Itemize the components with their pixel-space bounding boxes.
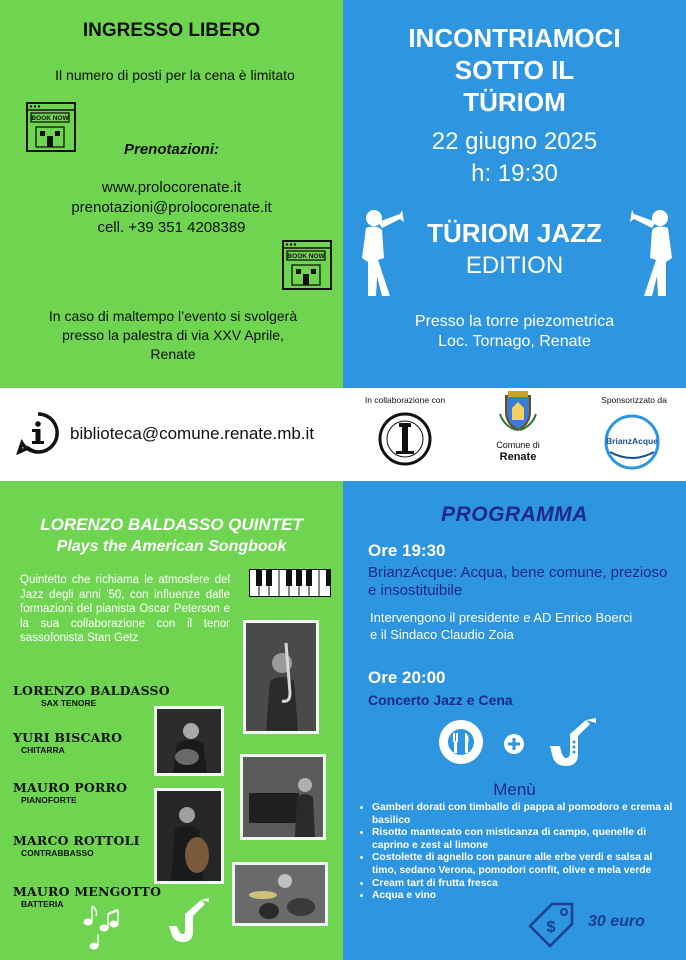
musician-role: SAX TENORE — [41, 698, 97, 708]
venue-line1: Presso la torre piezometrica — [414, 313, 615, 330]
photo-drummer — [232, 862, 328, 926]
info-email[interactable]: biblioteca@comune.renate.mb.it — [70, 424, 315, 443]
slot1-description: Intervengono il presidente e AD Enrico Boerci e il Sindaco Claudio Zoia — [370, 610, 633, 642]
website-link[interactable]: www.prolocorenate.it — [101, 179, 242, 196]
slot1-time: Ore 19:30 — [368, 541, 446, 560]
musician-role: PIANOFORTE — [21, 795, 77, 805]
bad-weather-note: In caso di maltempo l’evento si svolgerà presso la palestra di via XXV Aprile, Renate — [48, 308, 298, 362]
musician-role: BATTERIA — [21, 899, 64, 909]
musician-name: MARCO ROTTOLI — [13, 833, 140, 848]
piano-keys-icon — [249, 569, 331, 597]
musician-1 — [13, 683, 170, 708]
musician-name: LORENZO BALDASSO — [13, 683, 170, 698]
musician-name: MAURO MENGOTTO — [13, 884, 162, 899]
price: 30 euro — [588, 913, 645, 930]
music-notes-icon — [82, 902, 122, 952]
photo-bassist — [154, 788, 224, 884]
free-entry-heading: INGRESSO LIBERO — [82, 20, 261, 41]
menu-list — [360, 802, 677, 903]
svg-text:BOOK NOW: BOOK NOW — [287, 253, 325, 260]
slot2-title: Concerto Jazz e Cena — [368, 692, 513, 708]
edition-subtitle: EDITION — [465, 252, 564, 279]
programme-heading: PROGRAMMA — [441, 503, 588, 526]
info-icon — [16, 411, 60, 455]
collab-label: In collaborazione con — [364, 395, 446, 405]
musician-4 — [13, 833, 140, 858]
trumpet-player-icon — [628, 200, 678, 300]
musician-name: YURI BISCARO — [13, 730, 123, 745]
dinner-plate-icon — [438, 719, 484, 765]
venue-line2: Loc. Tornago, Renate — [438, 333, 591, 350]
saxophone-icon — [546, 716, 600, 770]
reservations-label: Prenotazioni: — [123, 141, 219, 158]
page-separator — [0, 474, 686, 481]
menu-item: • Risotto mantecato con misticanza di campo, quenelle di caprino e zest al limone — [372, 827, 677, 852]
band-name: LORENZO BALDASSO QUINTET — [40, 515, 303, 534]
event-time: h: 19:30 — [471, 160, 558, 187]
menu-heading: Menù — [493, 780, 536, 799]
svg-text:$: $ — [546, 919, 556, 936]
photo-guitarist — [154, 706, 224, 776]
musician-role: CONTRABBASSO — [21, 848, 94, 858]
event-title — [343, 22, 686, 118]
musician-name: MAURO PORRO — [13, 780, 128, 795]
event-title-line2: SOTTO IL — [454, 55, 575, 85]
reservations-email[interactable]: prenotazioni@prolocorenate.it — [71, 199, 272, 216]
comune-crest-icon — [498, 390, 538, 432]
menu-item: • Gamberi dorati con timballo di pappa al pomodoro e crema al basilico — [372, 802, 677, 827]
menu-item: • Acqua e vino — [372, 890, 677, 903]
musician-2 — [13, 730, 122, 755]
trumpet-player-icon — [356, 200, 406, 300]
event-title-line3: TÜRIOM — [463, 87, 566, 117]
event-date: 22 giugno 2025 — [431, 128, 598, 155]
photo-pianist — [240, 754, 326, 840]
menu-item: • Costolette di agnello con panure alle erbe verdi e salsa al timo, sedano Verona, pomodori confit, olive e mela verde — [372, 852, 677, 877]
musician-role: CHITARRA — [21, 745, 65, 755]
event-title-line1: INCONTRIAMOCI — [408, 23, 621, 53]
sponsor-label: Sponsorizzato da — [601, 395, 667, 405]
band-description: Quintetto che richiama le atmosfere del Jazz degli anni '50, con influenze dalle formazioni del pianista Oscar Peterson e la sua collaborazione con il tenor sassofonista Stan Getz — [20, 574, 230, 644]
pro-loco-logo — [378, 412, 432, 466]
slot1-title: BrianzAcque: Acqua, bene comune, prezioso e insostituibile — [368, 564, 668, 599]
plus-icon — [503, 733, 525, 755]
comune-name: Renate — [499, 451, 537, 463]
saxophone-icon — [165, 896, 215, 946]
band-subtitle: Plays the American Songbook — [56, 538, 287, 555]
price-tag-icon — [526, 902, 576, 948]
book-now-icon — [282, 240, 332, 290]
seats-note: Il numero di posti per la cena è limitato — [55, 67, 295, 83]
comune-label: Comune di — [496, 440, 540, 450]
edition-title: TÜRIOM JAZZ — [427, 218, 602, 248]
sponsor-name: BrianzAcque — [606, 436, 658, 446]
slot2-time: Ore 20:00 — [368, 668, 446, 687]
photo-saxophonist — [243, 620, 319, 734]
svg-text:BOOK NOW: BOOK NOW — [31, 115, 69, 122]
phone-number[interactable]: cell. +39 351 4208389 — [97, 219, 246, 236]
musician-3 — [13, 780, 127, 805]
menu-item: • Cream tart di frutta fresca — [372, 878, 677, 891]
